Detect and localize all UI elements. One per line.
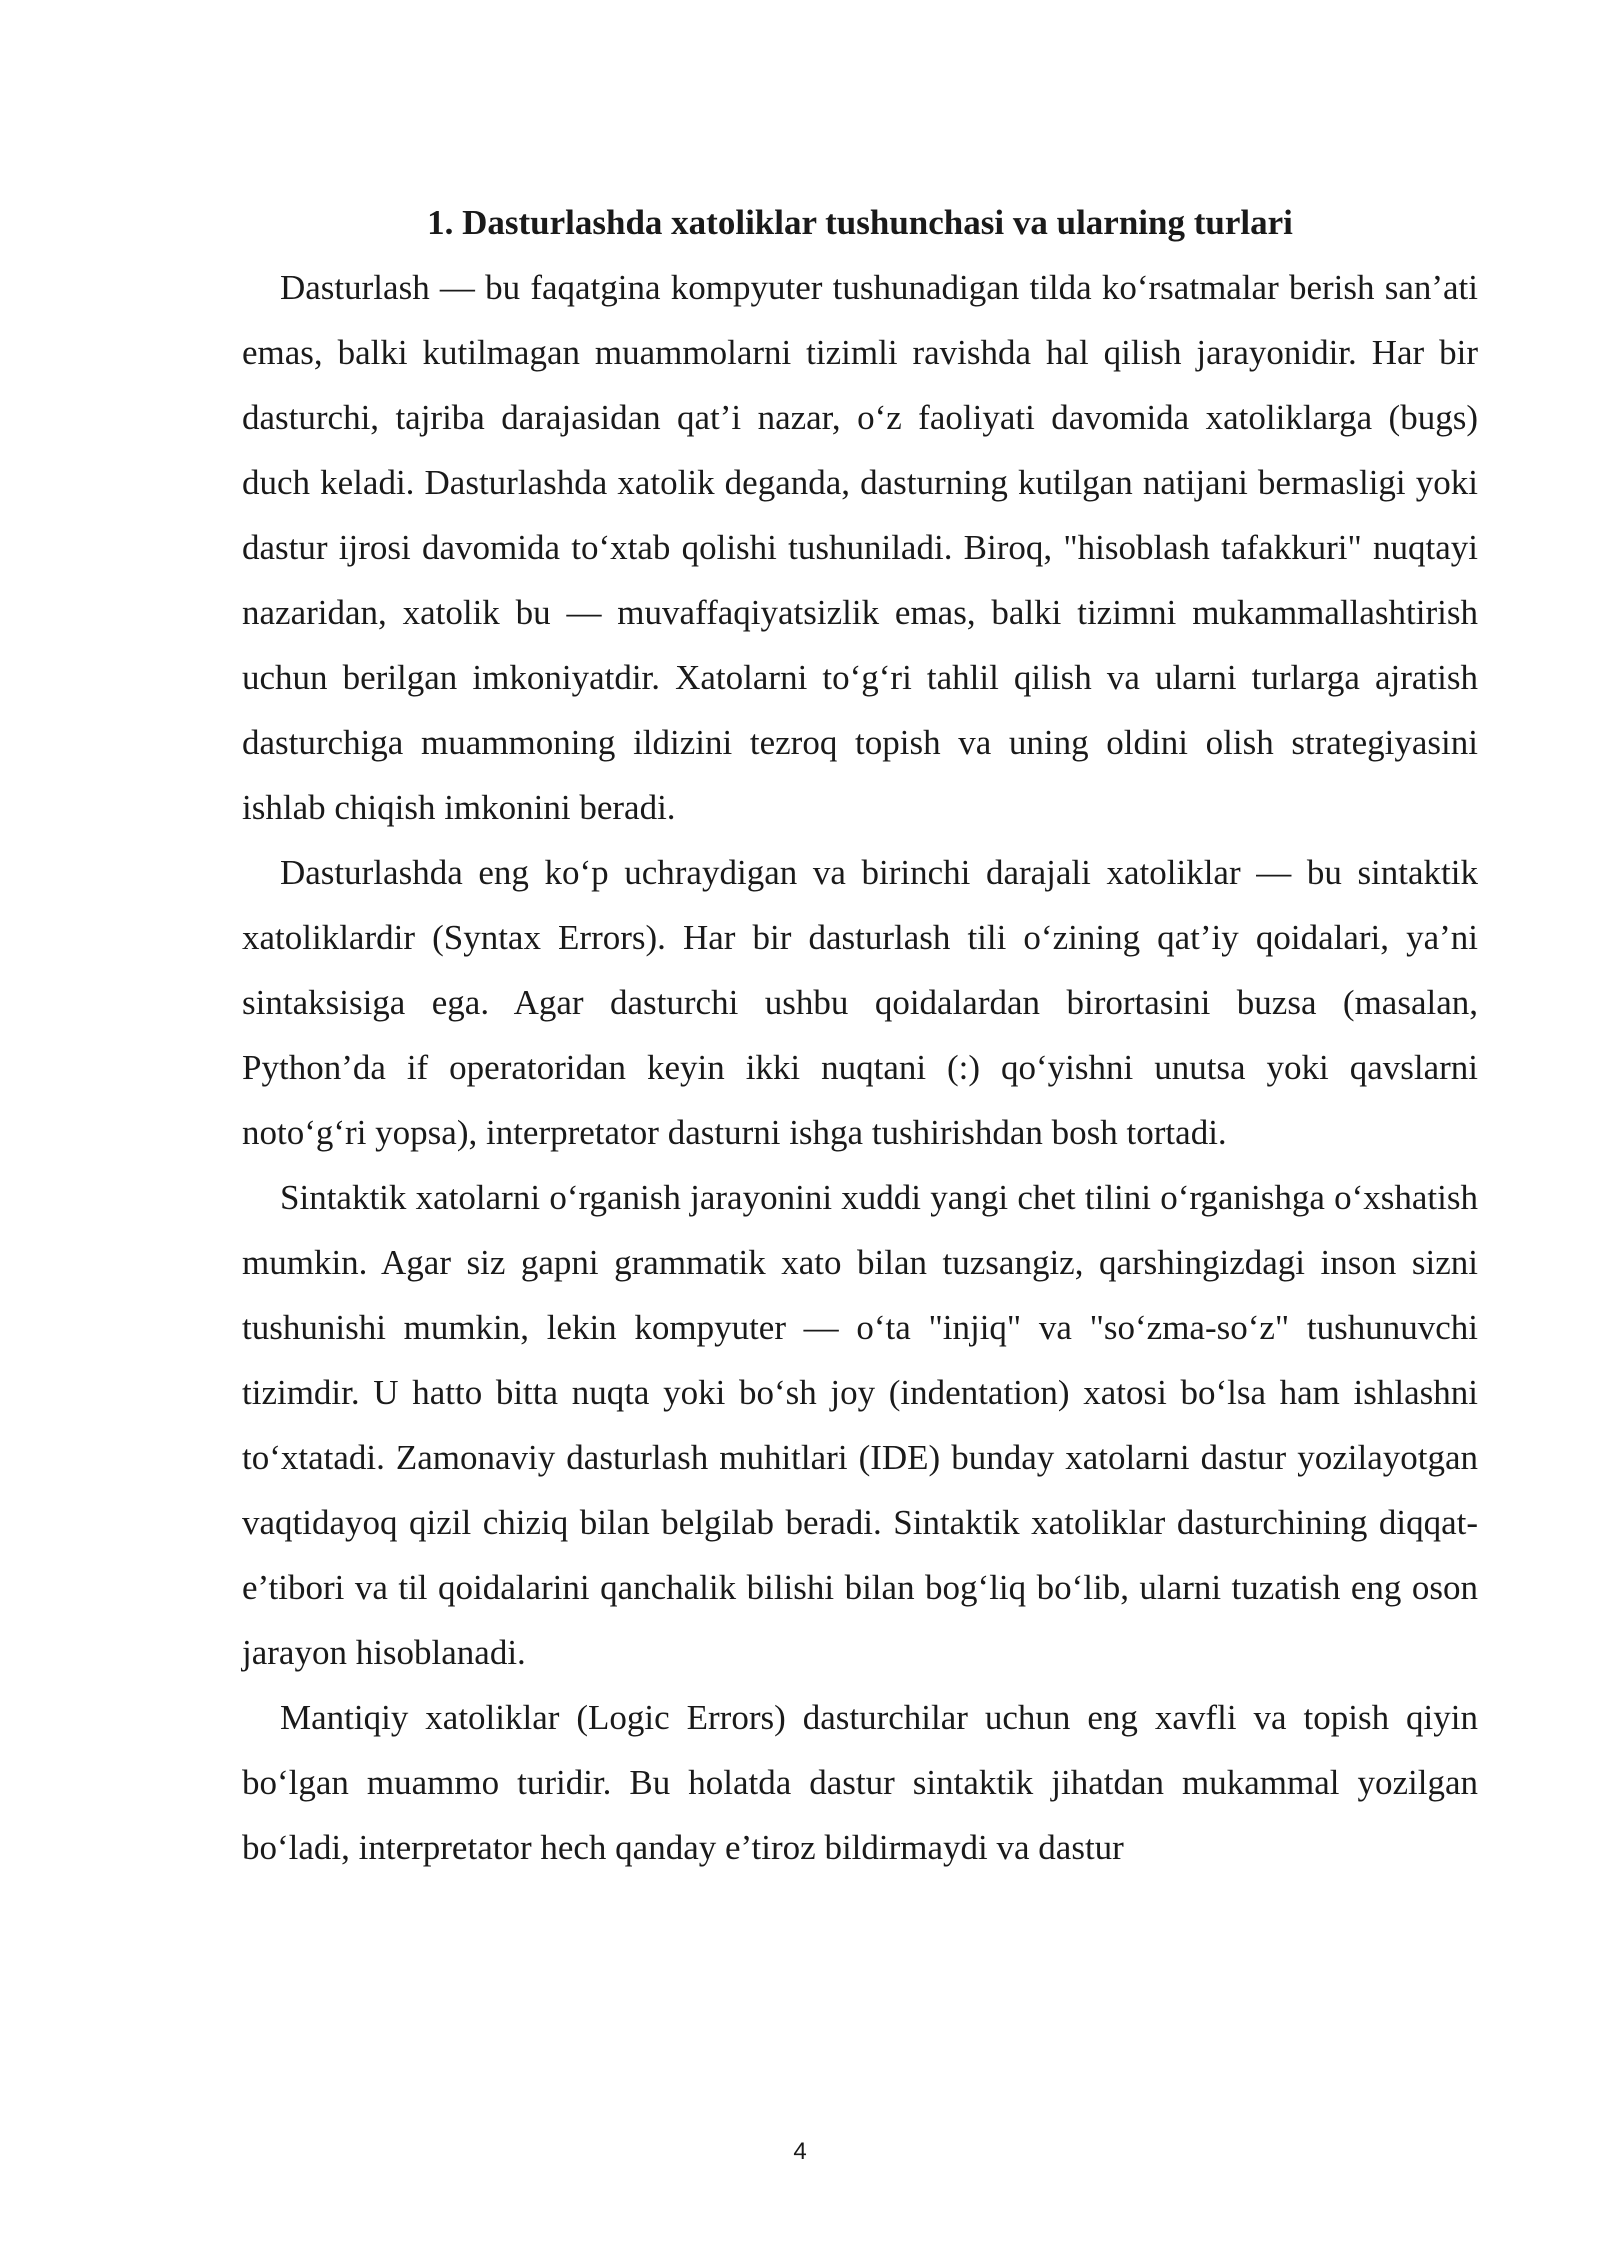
paragraph: Dasturlashda eng ko‘p uchraydigan va birinchi darajali xatoliklar — bu sintaktik xatoliklardir (Syntax Errors). Har bir dasturlash tili o‘zining qat’iy qoidalari, ya’ni sintaksisiga ega. Agar dasturchi ushbu qoidalardan birortasini buzsa (masalan, Python’da if operatoridan keyin ikki nuqtani (:) qo‘yishni unutsa yoki qavslarni noto‘g‘ri yopsa), interpretator dasturni ishga tushirishdan bosh tortadi. xyxy=(242,853,1478,1152)
paragraph: Dasturlash — bu faqatgina kompyuter tushunadigan tilda ko‘rsatmalar berish san’ati emas, balki kutilmagan muammolarni tizimli ravishda hal qilish jarayonidir. Har bir dasturchi, tajriba darajasidan qat’i nazar, o‘z faoliyati davomida xatoliklarga (bugs) duch keladi. Dasturlashda xatolik deganda, dasturning kutilgan natijani bermasligi yoki dastur ijrosi davomida to‘xtab qolishi tushuniladi. Biroq, "hisoblash tafakkuri" nuqtayi nazaridan, xatolik bu — muvaffaqiyatsizlik emas, balki tizimni mukammallashtirish uchun berilgan imkoniyatdir. Xatolarni to‘g‘ri tahlil qilish va ularni turlarga ajratish dasturchiga muammoning ildizini tezroq topish va uning oldini olish strategiyasini ishlab chiqish imkonini beradi. xyxy=(242,268,1478,827)
page-content xyxy=(242,190,1478,1880)
section-heading: 1. Dasturlashda xatoliklar tushunchasi va ularning turlari xyxy=(427,203,1293,242)
page-number: 4 xyxy=(793,2138,807,2165)
paragraph: Mantiqiy xatoliklar (Logic Errors) dasturchilar uchun eng xavfli va topish qiyin bo‘lgan muammo turidir. Bu holatda dastur sintaktik jihatdan mukammal yozilgan bo‘ladi, interpretator hech qanday e’tiroz bildirmaydi va dastur xyxy=(242,1698,1478,1867)
paragraph: Sintaktik xatolarni o‘rganish jarayonini xuddi yangi chet tilini o‘rganishga o‘xshatish mumkin. Agar siz gapni grammatik xato bilan tuzsangiz, qarshingizdagi inson sizni tushunishi mumkin, lekin kompyuter — o‘ta "injiq" va "so‘zma-so‘z" tushunuvchi tizimdir. U hatto bitta nuqta yoki bo‘sh joy (indentation) xatosi bo‘lsa ham ishlashni to‘xtatadi. Zamonaviy dasturlash muhitlari (IDE) bunday xatolarni dastur yozilayotgan vaqtidayoq qizil chiziq bilan belgilab beradi. Sintaktik xatoliklar dasturchining diqqat-e’tibori va til qoidalarini qanchalik bilishi bilan bog‘liq bo‘lib, ularni tuzatish eng oson jarayon hisoblanadi. xyxy=(242,1178,1478,1672)
